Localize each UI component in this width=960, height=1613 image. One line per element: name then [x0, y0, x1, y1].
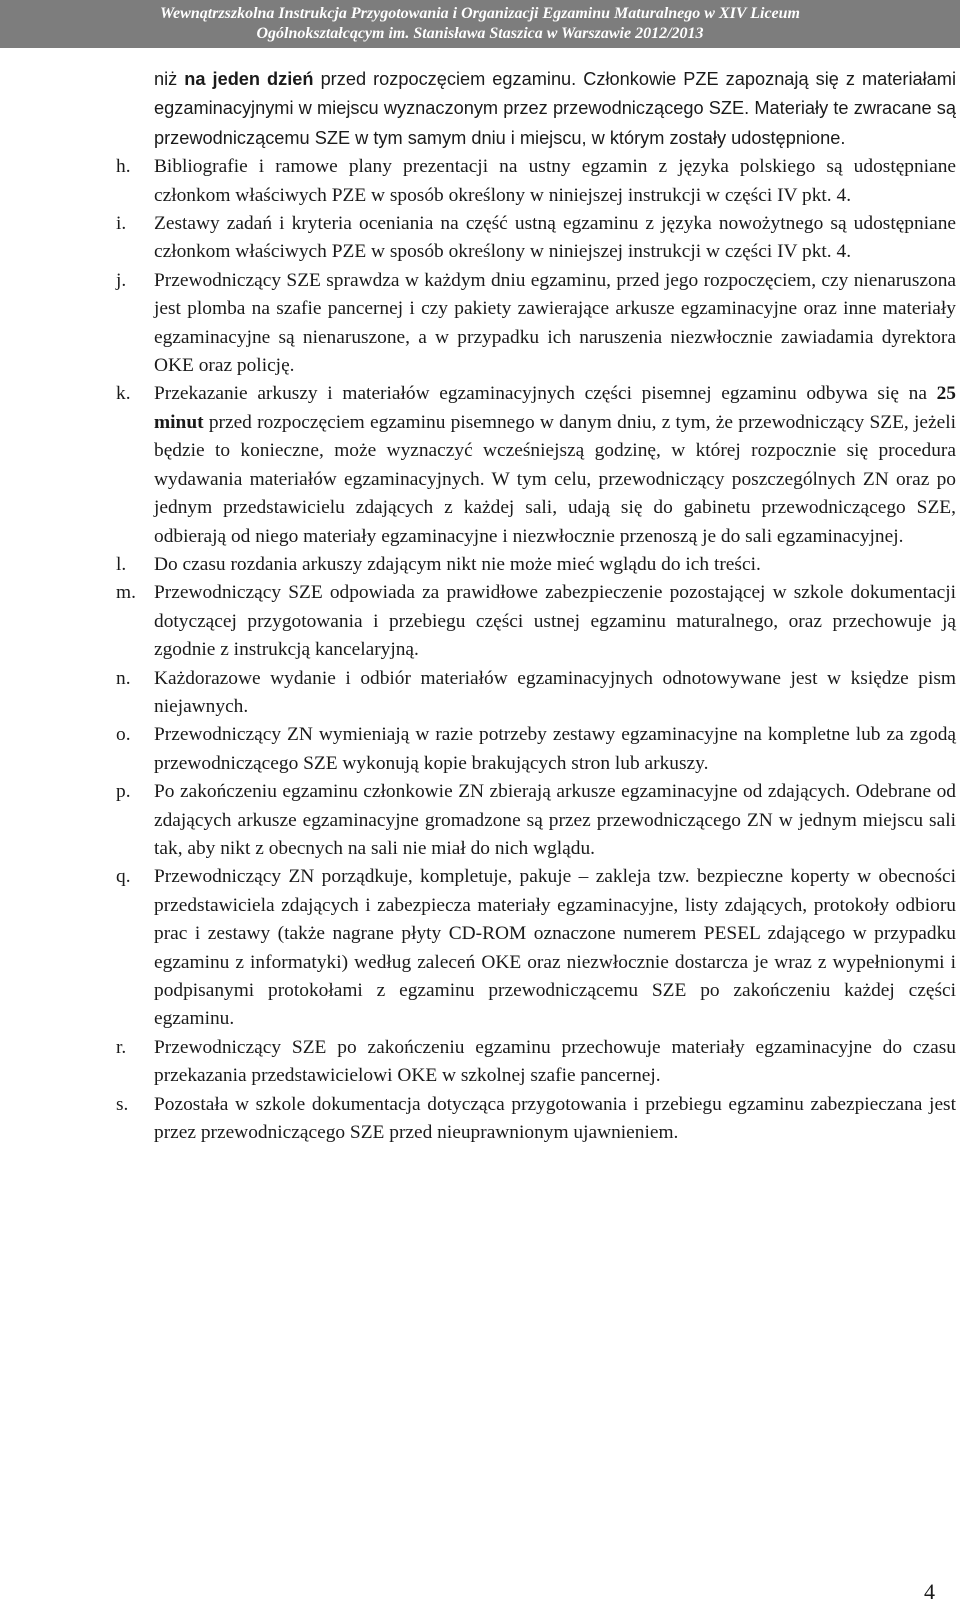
document-header	[0, 0, 960, 48]
list-item-p	[116, 778, 956, 863]
list-item-r	[116, 1034, 956, 1091]
item-text: Przewodniczący SZE odpowiada za prawidłowe zabezpieczenie pozostającej w szkole dokumentacji dotyczącej przygotowania i przebiegu części ustnej egzaminu maturalnego, oraz przechowuje ją zgodnie z instrukcją kancelaryjną.	[154, 582, 956, 661]
item-label: j.	[116, 269, 127, 291]
item-text: Przewodniczący SZE sprawdza w każdym dniu egzaminu, przed jego rozpoczęciem, czy nienaruszona jest plomba na szafie pancernej i czy pakiety zawierające arkusze egzaminacyjne oraz inne materiały egzaminacyjne są nienaruszone, a w przypadku ich naruszenia niezwłocznie zawiadamia dyrektora OKE oraz policję.	[154, 269, 956, 377]
list-item-l	[116, 551, 956, 579]
item-label: n.	[116, 667, 131, 689]
item-label: m.	[116, 582, 136, 604]
item-text-part: Przekazanie arkuszy i materiałów egzaminacyjnych części pisemnej egzaminu odbywa się na	[154, 383, 937, 405]
item-label: p.	[116, 781, 131, 803]
list-item-i	[116, 210, 956, 267]
item-label: i.	[116, 213, 127, 235]
document-body	[116, 65, 956, 1147]
item-text-part: przed rozpoczęciem egzaminu pisemnego w danym dniu, z tym, że przewodniczący SZE, jeżeli będzie to konieczne, może wyznaczyć wcześniejszą godzinę, w której rozpocznie się procedura wydawania materiałów egzaminacyjnych. W tym celu, przewodniczący poszczególnych ZN oraz po jednym przedstawicielu zdających z każdej sali, udają się do gabinetu przewodniczącego SZE, odbierają od niego materiały egzaminacyjne i niezwłocznie przenoszą je do sali egzaminacyjnej.	[154, 411, 956, 547]
item-label: s.	[116, 1093, 129, 1115]
list-item-q	[116, 863, 956, 1033]
item-label: k.	[116, 383, 131, 405]
item-text: Zestawy zadań i kryteria oceniania na część ustną egzaminu z języka nowożytnego są udostępniane członkom właściwych PZE w sposób określony w niniejszej instrukcji w części IV pkt. 4.	[154, 213, 956, 263]
paragraph-text: przed rozpoczęciem egzaminu. Członkowie PZE zapoznają się z materiałami egzaminacyjnymi w miejscu wyznaczonym przez przewodniczącego SZE. Materiały te zwracane są przewodniczącemu SZE w tym samym dniu i miejscu, w którym zostały udostępnione.	[154, 69, 956, 148]
list-item-j	[116, 267, 956, 381]
header-line-1: Wewnątrzszkolna Instrukcja Przygotowania i Organizacji Egzaminu Maturalnego w XIV Liceum	[160, 5, 800, 22]
item-text: Pozostała w szkole dokumentacja dotycząca przygotowania i przebiegu egzaminu zabezpieczana jest przez przewodniczącego SZE przed nieuprawnionym ujawnieniem.	[154, 1093, 956, 1144]
item-text	[154, 380, 956, 550]
list-item-k	[116, 380, 956, 550]
item-text: Każdorazowe wydanie i odbiór materiałów egzaminacyjnych odnotowywane jest w księdze pism niejawnych.	[154, 667, 956, 717]
item-label: q.	[116, 866, 131, 888]
item-text: Przewodniczący ZN porządkuje, kompletuje, pakuje – zakleja tzw. bezpieczne koperty w obecności przedstawiciela zdających i zabezpiecza materiały egzaminacyjne, listy zdających, protokoły odbioru prac i zestawy (także nagrane płyty CD-ROM oznaczone numerem PESEL zdającego w przypadku egzaminu z informatyki) według zaleceń OKE oraz niezwłocznie dostarcza je wraz z wypełnionymi i podpisanymi protokołami z egzaminu przewodniczącemu SZE po zakończeniu każdej części egzaminu.	[154, 866, 956, 1030]
item-label: r.	[116, 1036, 127, 1058]
list-item-m	[116, 579, 956, 664]
item-label: h.	[116, 156, 131, 178]
item-text: Do czasu rozdania arkuszy zdającym nikt nie może mieć wglądu do ich treści.	[154, 553, 761, 575]
paragraph-text: niż	[154, 69, 185, 89]
list-item-h	[116, 153, 956, 210]
item-text: Po zakończeniu egzaminu członkowie ZN zbierają arkusze egzaminacyjne od zdających. Odebrane od zdających arkusze egzaminacyjne gromadzone są przez przewodniczącego ZN w jednym miejscu sali tak, aby nikt z obecnych na sali nie miał do nich wglądu.	[154, 781, 956, 859]
list-item-o	[116, 721, 956, 778]
item-text: Przewodniczący ZN wymieniają w razie potrzeby zestawy egzaminacyjne na kompletne lub za zgodą przewodniczącego SZE wykonują kopie brakujących stron lub arkuszy.	[154, 724, 956, 774]
item-label: l.	[116, 553, 127, 575]
continued-paragraph	[154, 65, 956, 153]
bold-text: na jeden dzień	[184, 69, 314, 89]
item-label: o.	[116, 724, 131, 746]
item-text: Bibliografie i ramowe plany prezentacji na ustny egzamin z języka polskiego są udostępniane członkom właściwych PZE w sposób określony w niniejszej instrukcji w części IV pkt. 4.	[154, 156, 956, 206]
item-text: Przewodniczący SZE po zakończeniu egzaminu przechowuje materiały egzaminacyjne do czasu przekazania przedstawicielowi OKE w szkolnej szafie pancernej.	[154, 1036, 956, 1087]
list-item-n	[116, 665, 956, 722]
page-number: 4	[924, 1579, 935, 1604]
list-item-s	[116, 1091, 956, 1148]
header-line-2: Ogólnokształcącym im. Stanisława Staszica w Warszawie 2012/2013	[256, 25, 704, 42]
bold-text: 25 minut	[154, 383, 956, 433]
